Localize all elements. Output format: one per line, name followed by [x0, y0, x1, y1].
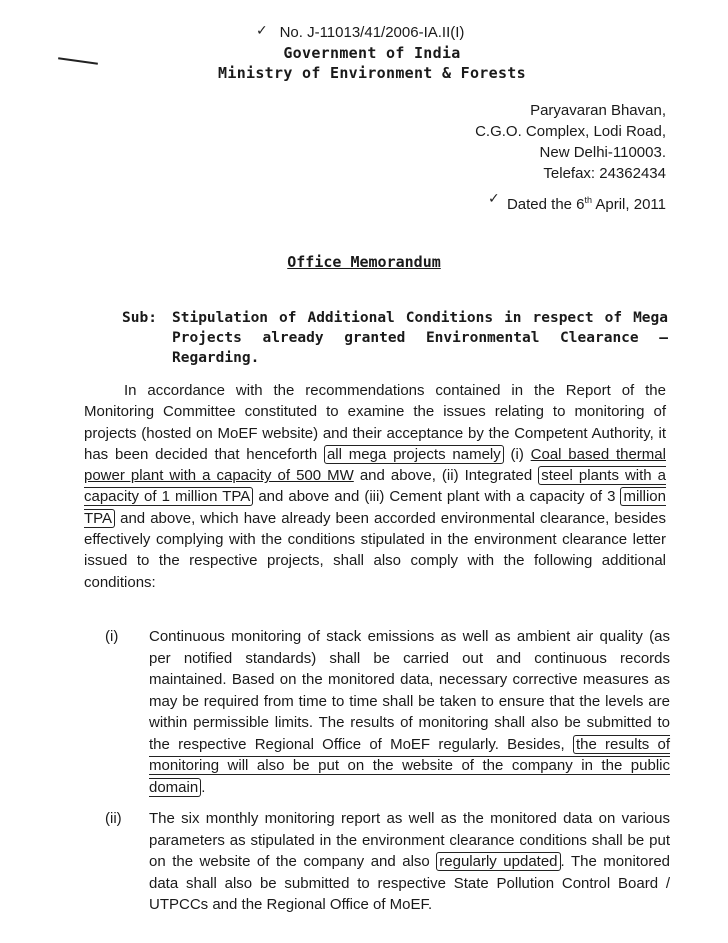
address-block — [475, 100, 666, 184]
government-heading: Government of India — [283, 44, 461, 62]
memo-date: Dated the 6th April, 2011 — [506, 195, 666, 213]
ministry-heading: Ministry of Environment & Forests — [218, 64, 526, 82]
boxed-highlight: all mega projects namely — [324, 445, 504, 464]
subject-label: Sub: — [122, 310, 157, 326]
boxed-highlight: the results of monitoring will also be put on the website of the company in the public domain — [149, 735, 670, 796]
memo-title: Office Memorandum — [287, 253, 441, 271]
condition-item — [105, 626, 670, 798]
boxed-highlight: regularly updated — [436, 852, 560, 871]
subject-block — [122, 308, 668, 368]
address-line: Paryavaran Bhavan, — [530, 102, 666, 119]
condition-item — [105, 808, 670, 916]
condition-text: Continuous monitoring of stack emissions as well as ambient air quality (as per notified standards) shall be carried out and continuous records maintained. Based on the monitored data, necessary corrective measures as may be required from time to time shall be taken to ensure that the levels are within permissible limits. The results of monitoring shall also be submitted to the respective Regional Office of MoEF regularly. Besides, the results of monitoring will also be put on the website of the company in the public domain . — [149, 628, 670, 796]
address-line: C.G.O. Complex, Lodi Road, — [475, 123, 666, 140]
handwritten-tick-icon: ✓ — [256, 22, 268, 38]
boxed-highlight: steel plants with a capacity of 1 million TPA — [84, 467, 667, 506]
subject-text: Stipulation of Additional Conditions in respect of Mega Projects already granted Environmental Clearance – Regarding. — [172, 310, 668, 366]
condition-text: The six monthly monitoring report as well as the monitored data on various parameters as stipulated in the environment clearance conditions shall be put on the website of the company and also regularly updated . The monitored data shall also be submitted to respective State Pollution Control Board / UTPCCs and the Regional Office of MoEF. — [149, 810, 670, 913]
telefax: Telefax: 24362434 — [543, 165, 666, 182]
file-number: No. J-11013/41/2006-IA.II(I) — [279, 24, 465, 41]
address-line: New Delhi-110003. — [539, 144, 666, 161]
boxed-highlight: million TPA — [84, 488, 666, 527]
condition-number: (i) — [105, 628, 119, 645]
handwritten-tick-icon: ✓ — [488, 190, 500, 206]
condition-number: (ii) — [105, 810, 122, 827]
underlined-highlight: Coal based thermal power plant with a capacity of 500 MW — [84, 445, 666, 485]
intro-paragraph: In accordance with the recommendations contained in the Report of the Monitoring Committee constituted to examine the issues relating to monitoring of projects (hosted on MoEF website) and their acceptance by the Competent Authority, it has been decided that henceforth all mega projects namely (i) Coal based thermal power plant with a capacity of 500 MW and above, (ii) Integrated steel plants with a capacity of 1 million TPA and above and (iii) Cement plant with a capacity of 3 million TPA and above, which have already been accorded environmental clearance, besides effectively complying with the conditions stipulated in the environment clearance letter issued to the respective projects, shall also comply with the following additional conditions: — [84, 382, 667, 591]
